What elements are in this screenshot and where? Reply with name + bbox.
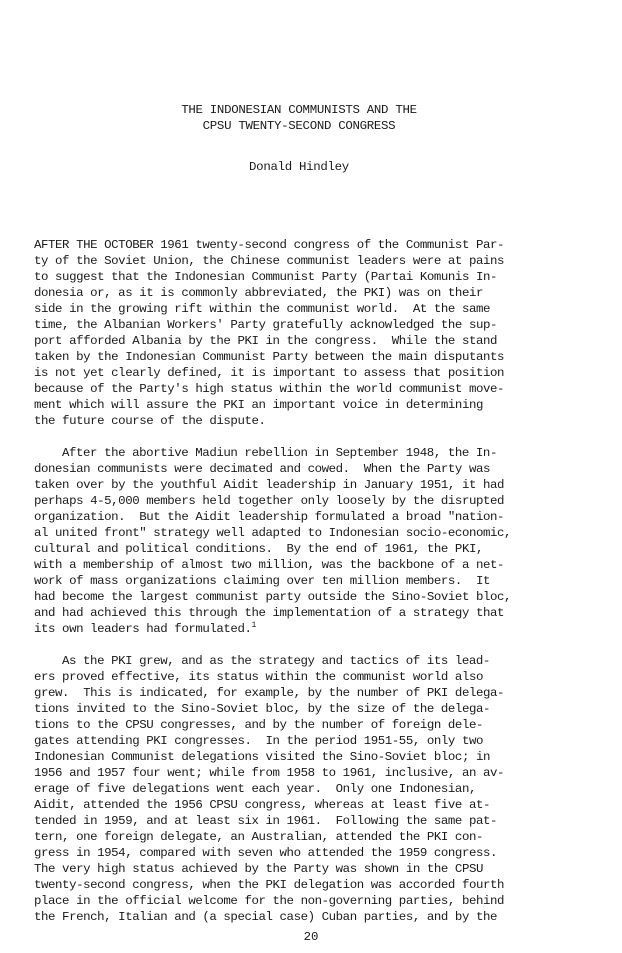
- text-line: AFTER THE OCTOBER 1961 twenty-second congress of the Communist Par-: [34, 238, 505, 252]
- text-line: Aidit, attended the 1956 CPSU congress, whereas at least five at-: [34, 798, 491, 812]
- text-line: [34, 621, 256, 637]
- text-line: tended in 1959, and at least six in 1961. Following the same pat-: [34, 814, 498, 828]
- text-line-content: its own leaders had formulated.: [34, 622, 252, 636]
- article-title-line-1: THE INDONESIAN COMMUNISTS AND THE: [181, 103, 417, 117]
- text-line: After the abortive Madiun rebellion in September 1948, the In-: [62, 446, 497, 460]
- footnote-marker[interactable]: 1: [251, 621, 256, 630]
- text-line: donesian communists were decimated and cowed. When the Party was: [34, 462, 491, 476]
- text-line: twenty-second congress, when the PKI delegation was accorded fourth: [34, 878, 505, 892]
- text-line: to suggest that the Indonesian Communist Party (Partai Komunis In-: [34, 270, 498, 284]
- text-line: Indonesian Communist delegations visited the Sino-Soviet bloc; in: [34, 750, 491, 764]
- page-number: 20: [303, 930, 319, 944]
- text-line: tern, one foreign delegate, an Australian, attended the PKI con-: [34, 830, 483, 844]
- text-line: gates attending PKI congresses. In the period 1951-55, only two: [34, 734, 483, 748]
- text-line: with a membership of almost two million, was the backbone of a net-: [34, 558, 505, 572]
- text-line: ty of the Soviet Union, the Chinese communist leaders were at pains: [34, 254, 505, 268]
- text-line: al united front" strategy well adapted to Indonesian socio-economic,: [34, 526, 512, 540]
- text-line: work of mass organizations claiming over ten million members. It: [34, 574, 491, 588]
- article-title-line-2: CPSU TWENTY-SECOND CONGRESS: [202, 119, 396, 133]
- text-line: time, the Albanian Workers' Party gratefully acknowledged the sup-: [34, 318, 498, 332]
- text-line: place in the official welcome for the non-governing parties, behind: [34, 894, 505, 908]
- text-line: the future course of the dispute.: [34, 414, 266, 428]
- text-line: had become the largest communist party outside the Sino-Soviet bloc,: [34, 590, 512, 604]
- text-line: because of the Party's high status within the world communist move-: [34, 382, 505, 396]
- text-line: taken by the Indonesian Communist Party between the main disputants: [34, 350, 505, 364]
- text-line: organization. But the Aidit leadership formulated a broad "nation-: [34, 510, 505, 524]
- text-line: taken over by the youthful Aidit leadership in January 1951, it had: [34, 478, 505, 492]
- text-line: the French, Italian and (a special case) Cuban parties, and by the: [34, 910, 498, 924]
- text-line: The very high status achieved by the Party was shown in the CPSU: [34, 862, 483, 876]
- text-line: perhaps 4-5,000 members held together only loosely by the disrupted: [34, 494, 505, 508]
- text-line: and had achieved this through the implementation of a strategy that: [34, 606, 505, 620]
- text-line: erage of five delegations went each year. Only one Indonesian,: [34, 782, 476, 796]
- text-line: As the PKI grew, and as the strategy and tactics of its lead-: [62, 654, 490, 668]
- text-line: tions to the CPSU congresses, and by the number of foreign dele-: [34, 718, 483, 732]
- author-name: Donald Hindley: [249, 160, 349, 174]
- text-line: grew. This is indicated, for example, by the number of PKI delega-: [34, 686, 505, 700]
- text-line: donesia or, as it is commonly abbreviated, the PKI) was on their: [34, 286, 483, 300]
- text-line: cultural and political conditions. By the end of 1961, the PKI,: [34, 542, 483, 556]
- text-line: gress in 1954, compared with seven who attended the 1959 congress.: [34, 846, 498, 860]
- text-line: ment which will assure the PKI an important voice in determining: [34, 398, 483, 412]
- text-line: is not yet clearly defined, it is important to assess that position: [34, 366, 505, 380]
- text-line: side in the growing rift within the communist world. At the same: [34, 302, 491, 316]
- text-line: ers proved effective, its status within the communist world also: [34, 670, 483, 684]
- text-line: port afforded Albania by the PKI in the congress. While the stand: [34, 334, 498, 348]
- text-line: tions invited to the Sino-Soviet bloc, by the size of the delega-: [34, 702, 491, 716]
- text-line: 1956 and 1957 four went; while from 1958 to 1961, inclusive, an av-: [34, 766, 505, 780]
